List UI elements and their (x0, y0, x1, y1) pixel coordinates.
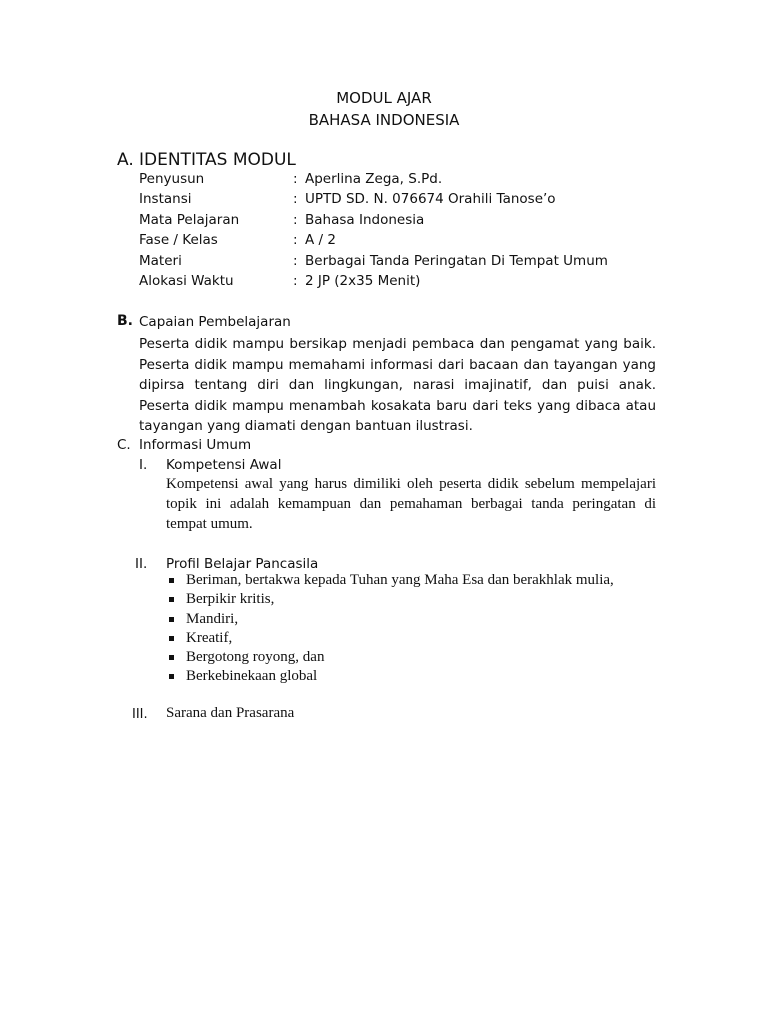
identity-value: UPTD SD. N. 076674 Orahili Tanose’o (305, 191, 556, 207)
identity-label: Materi (139, 253, 182, 269)
identity-separator: : (293, 232, 298, 248)
identity-separator: : (293, 171, 298, 187)
identity-value: 2 JP (2x35 Menit) (305, 273, 421, 289)
identity-separator: : (293, 191, 298, 207)
identity-value: Bahasa Indonesia (305, 212, 425, 228)
identity-value: A / 2 (305, 232, 336, 248)
identity-value: Aperlina Zega, S.Pd. (305, 171, 443, 187)
section-b-marker: B. (117, 313, 133, 329)
initial-competence-paragraph: Kompetensi awal yang harus dimiliki oleh peserta didik sebelum mempelajari topik ini adalah kemampuan dan pemahaman berbagai tanda peringatan di tempat umum. (166, 476, 656, 532)
bullet-icon (169, 597, 174, 602)
list-item (166, 629, 614, 648)
identity-label: Penyusun (139, 171, 205, 187)
list-item (166, 610, 614, 629)
identity-label: Fase / Kelas (139, 232, 218, 248)
subsection-1-heading: Kompetensi Awal (166, 457, 282, 473)
identity-label: Alokasi Waktu (139, 273, 234, 289)
learning-outcome-paragraph: Peserta didik mampu bersikap menjadi pembaca dan pengamat yang baik. Peserta didik mampu memahami informasi dari bacaan dan tayangan yang dipirsa tentang diri dan lingkungan, narasi imajinatif, dan puisi anak. Peserta didik mampu menambah kosakata baru dari teks yang dibaca atau tayangan yang diamati dengan bantuan ilustrasi. (139, 336, 656, 434)
bullet-icon (169, 655, 174, 660)
bullet-icon (169, 636, 174, 641)
pancasila-profile-list (166, 571, 614, 687)
section-c-heading: Informasi Umum (139, 437, 252, 453)
subsection-3-marker: III. (132, 707, 148, 722)
section-a-heading: IDENTITAS MODUL (139, 150, 296, 170)
list-item (166, 590, 614, 609)
list-item-text: Berpikir kritis, (186, 591, 275, 608)
list-item-text: Berkebinekaan global (186, 668, 318, 685)
list-item (166, 667, 614, 686)
document-title: MODUL AJAR (336, 89, 432, 107)
subsection-1-marker: I. (139, 457, 148, 473)
identity-label: Mata Pelajaran (139, 212, 240, 228)
identity-label: Instansi (139, 191, 192, 207)
section-b-heading: Capaian Pembelajaran (139, 314, 291, 330)
identity-separator: : (293, 273, 298, 289)
list-item (166, 571, 614, 590)
identity-separator: : (293, 253, 298, 269)
identity-value: Berbagai Tanda Peringatan Di Tempat Umum (305, 253, 608, 269)
subsection-3-heading: Sarana dan Prasarana (166, 705, 295, 721)
bullet-icon (169, 578, 174, 583)
document-subtitle: BAHASA INDONESIA (308, 111, 460, 129)
list-item-text: Beriman, bertakwa kepada Tuhan yang Maha Esa dan berakhlak mulia, (186, 572, 614, 588)
list-item-text: Kreatif, (186, 629, 233, 646)
list-item-text: Mandiri, (186, 610, 239, 627)
list-item-text: Bergotong royong, dan (186, 649, 325, 666)
list-item (166, 648, 614, 667)
section-c-marker: C. (117, 437, 131, 453)
identity-separator: : (293, 212, 298, 228)
bullet-icon (169, 674, 174, 679)
section-a-marker: A. (117, 150, 134, 170)
subsection-2-marker: II. (135, 556, 148, 572)
bullet-icon (169, 617, 174, 622)
subsection-2-heading: Profil Belajar Pancasila (166, 556, 319, 572)
